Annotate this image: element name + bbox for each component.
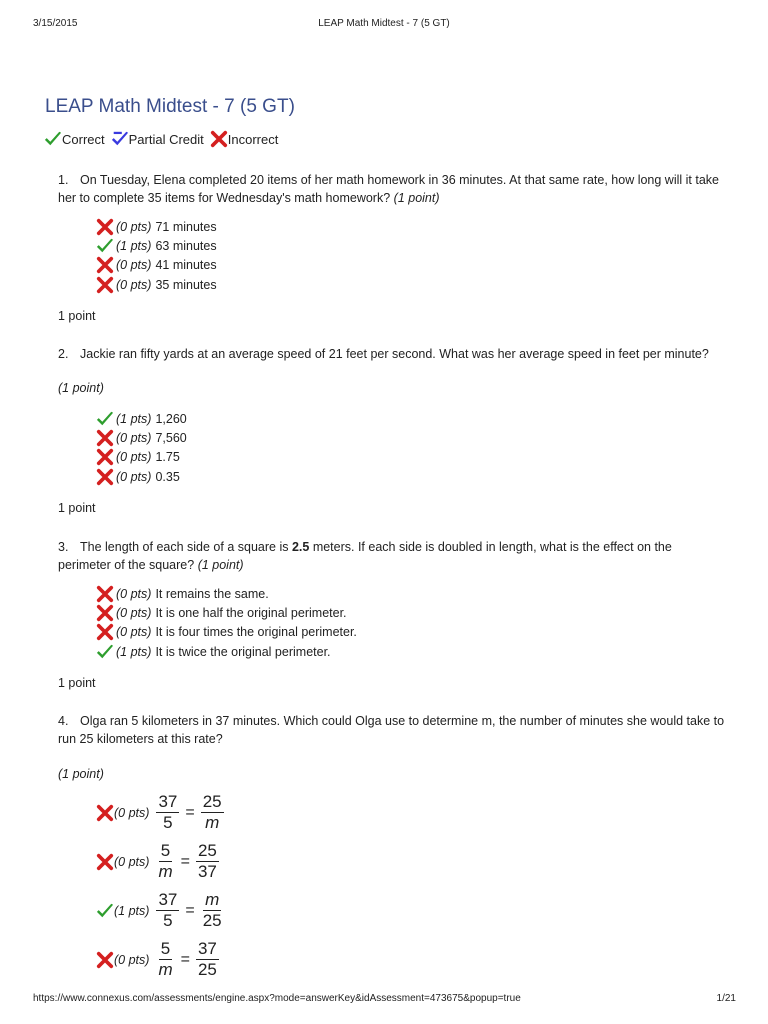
question-point-value: (1 point) — [393, 191, 440, 205]
question-1: 1. On Tuesday, Elena completed 20 items of her math homework in 36 minutes. At that same rate, how long will it take her to complete 35 items for Wednesday's math homework? (1 point) — [58, 173, 719, 205]
question-score: 1 point — [58, 309, 96, 323]
print-footer-url: https://www.connexus.com/assessments/engine.aspx?mode=answerKey&idAssessment=473675&popup=true — [33, 993, 521, 1004]
answer-list — [96, 217, 217, 294]
print-header-title: LEAP Math Midtest - 7 (5 GT) — [318, 18, 450, 29]
x-mark-icon — [96, 585, 114, 603]
question-point-value: (1 point) — [197, 558, 244, 572]
x-mark-icon — [96, 468, 114, 486]
question-3: 3. The length of each side of a square is 2.5 meters. If each side is doubled in length, what is the effect on the perimeter of the square? (1 point) — [58, 540, 672, 572]
checkmark-icon — [96, 643, 114, 661]
question-text: On Tuesday, Elena completed 20 items of her math homework in 36 minutes. At that same rate, how long will it take her to complete 35 items for Wednesday's math homework? — [58, 173, 719, 205]
answer-option: (0 pts) 35 minutes — [96, 275, 217, 294]
x-mark-icon — [96, 804, 114, 822]
x-mark-icon — [210, 130, 228, 148]
legend-partial-label: Partial Credit — [128, 131, 204, 147]
answer-option: (1 pts) It is twice the original perimeter. — [96, 642, 357, 661]
answer-option: (0 pts) It remains the same. — [96, 584, 357, 603]
fraction-lhs: $\frac{5}{m}$ — [158, 841, 173, 881]
answer-list — [96, 584, 357, 661]
question-score: 1 point — [58, 676, 96, 690]
x-mark-icon — [96, 429, 114, 447]
page-title: LEAP Math Midtest - 7 (5 GT) — [45, 96, 295, 117]
question-bold-value: 2.5 — [291, 540, 310, 554]
answer-option: (0 pts) 7,560 — [96, 428, 187, 447]
question-point-value: (1 point) — [58, 767, 104, 781]
answer-option: (0 pts) $\frac{5}{m}$ = $\frac{37}{25}$ — [96, 940, 222, 979]
checkmark-icon — [96, 237, 114, 255]
x-mark-icon — [96, 218, 114, 236]
answer-list — [96, 409, 187, 486]
question-4: 4. Olga ran 5 kilometers in 37 minutes. Which could Olga use to determine m, the number of minutes she would take to run 25 kilometers at this rate? — [58, 714, 725, 746]
fraction-rhs: $\frac{37}{25}$ — [197, 939, 217, 979]
checkmark-icon — [96, 410, 114, 428]
question-text: Olga ran 5 kilometers in 37 minutes. Which could Olga use to determine m, the number of minutes she would take to run 25 kilometers at this rate? — [58, 714, 725, 746]
print-page-number: 1/21 — [716, 993, 736, 1004]
fraction-lhs: $\frac{37}{5}$ — [158, 890, 178, 930]
x-mark-icon — [96, 853, 114, 871]
print-date: 3/15/2015 — [33, 18, 78, 29]
answer-option: (0 pts) It is four times the original perimeter. — [96, 623, 357, 642]
x-mark-icon — [96, 448, 114, 466]
partial-checkmark-icon — [111, 130, 129, 148]
fraction-rhs: $\frac{25}{m}$ — [202, 792, 222, 832]
legend — [44, 130, 284, 148]
answer-option: (1 pts) 63 minutes — [96, 236, 217, 255]
answer-option: (0 pts) 41 minutes — [96, 256, 217, 275]
question-point-value: (1 point) — [58, 381, 104, 395]
question-2: 2. Jackie ran fifty yards at an average speed of 21 feet per second. What was her average speed in feet per minute? — [58, 347, 709, 361]
answer-option: (1 pts) 1,260 — [96, 409, 187, 428]
legend-incorrect-label: Incorrect — [227, 131, 279, 147]
x-mark-icon — [96, 951, 114, 969]
x-mark-icon — [96, 623, 114, 641]
answer-option: (0 pts) $\frac{5}{m}$ = $\frac{25}{37}$ — [96, 842, 222, 881]
answer-option: (0 pts) 0.35 — [96, 467, 187, 486]
fraction-rhs: $\frac{m}{25}$ — [202, 890, 222, 930]
answer-option: (0 pts) It is one half the original perimeter. — [96, 603, 357, 622]
x-mark-icon — [96, 276, 114, 294]
fraction-lhs: $\frac{5}{m}$ — [158, 939, 173, 979]
fraction-lhs: $\frac{37}{5}$ — [158, 792, 178, 832]
answer-option: (1 pts) $\frac{37}{5}$ = $\frac{m}{25}$ — [96, 891, 227, 930]
legend-correct-label: Correct — [62, 131, 105, 147]
question-text: Jackie ran fifty yards at an average speed of 21 feet per second. What was her average speed in feet per minute? — [80, 347, 709, 361]
x-mark-icon — [96, 604, 114, 622]
checkmark-icon — [96, 902, 114, 920]
question-text: The length of each side of a square is — [80, 540, 292, 554]
checkmark-icon — [44, 130, 62, 148]
question-score: 1 point — [58, 501, 96, 515]
fraction-rhs: $\frac{25}{37}$ — [197, 841, 217, 881]
answer-option: (0 pts) 1.75 — [96, 448, 187, 467]
answer-option: (0 pts) 71 minutes — [96, 217, 217, 236]
x-mark-icon — [96, 256, 114, 274]
answer-option: (0 pts) $\frac{37}{5}$ = $\frac{25}{m}$ — [96, 793, 227, 832]
